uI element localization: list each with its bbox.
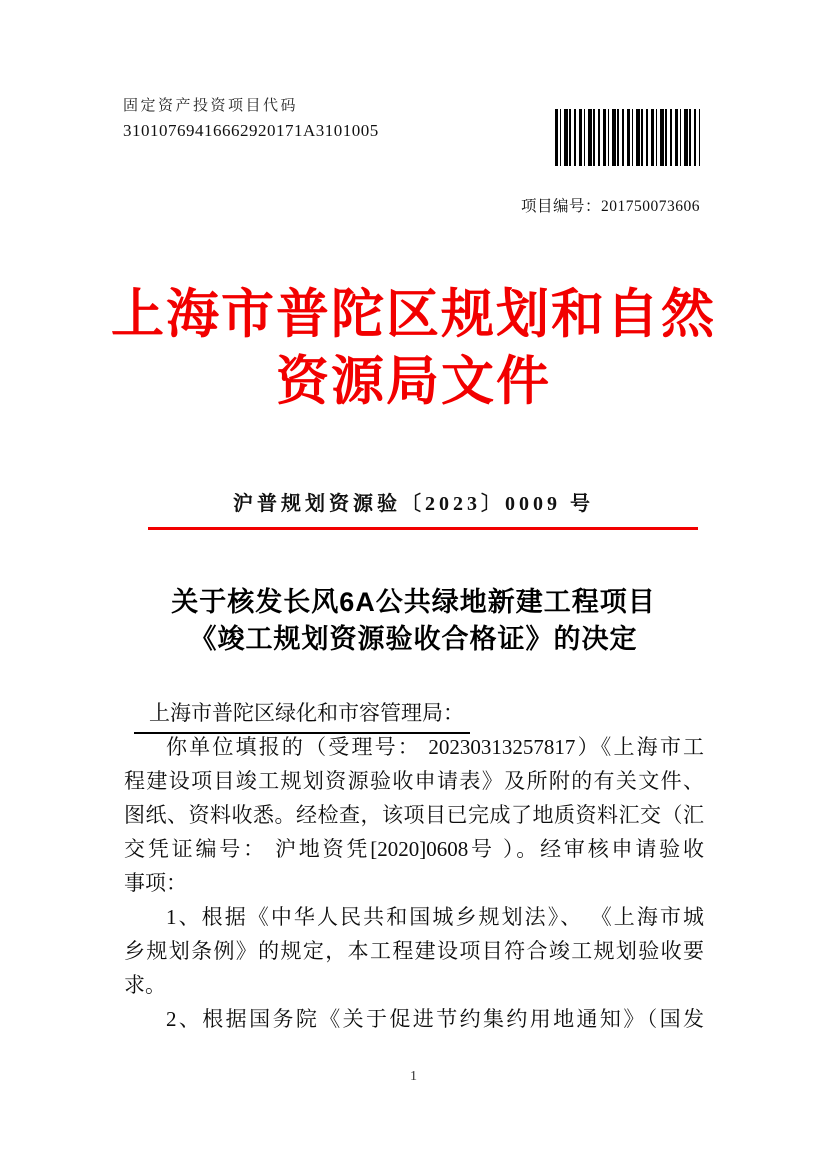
body-line: 你单位填报的（受理号： 20230313257817）《上海市工 xyxy=(166,735,704,759)
document-number: 沪普规划资源验〔2023〕0009 号 xyxy=(233,493,594,515)
project-code-value: 31010769416662920171A3101005 xyxy=(123,121,379,140)
body-line: 1、根据《中华人民共和国城乡规划法》、 《上海市城 xyxy=(166,905,704,929)
agency-title-line1: 上海市普陀区规划和自然 xyxy=(111,286,716,344)
body-paragraphs xyxy=(124,730,704,1036)
page-number: 1 xyxy=(410,1069,417,1084)
body-line: 求。 xyxy=(124,973,166,997)
barcode-image xyxy=(555,109,700,166)
salutation-row xyxy=(124,696,704,730)
agency-masthead xyxy=(0,282,827,416)
body-line: 事项： xyxy=(124,871,187,895)
decision-title-line2: 《竣工规划资源验收合格证》的决定 xyxy=(189,624,638,654)
project-code-label: 固定资产投资项目代码 xyxy=(123,98,299,114)
decision-title xyxy=(0,584,827,658)
decision-title-line1: 关于核发长风6A公共绿地新建工程项目 xyxy=(171,587,656,617)
project-code-block xyxy=(123,94,379,141)
body-line: 2、根据国务院《关于促进节约集约用地通知》（国发 xyxy=(166,1007,704,1031)
project-number xyxy=(521,194,700,216)
body-line: 乡规划条例》的规定，本工程建设项目符合竣工规划验收要 xyxy=(124,939,704,963)
salutation: 上海市普陀区绿化和市容管理局： xyxy=(134,696,470,734)
project-number-value: 201750073606 xyxy=(601,198,700,215)
red-divider-rule xyxy=(148,527,698,530)
body-text xyxy=(124,696,704,1036)
project-number-label: 项目编号： xyxy=(520,198,601,215)
body-line: 图纸、资料收悉。经检查，该项目已完成了地质资料汇交（汇 xyxy=(124,803,704,827)
body-line: 交凭证编号： 沪地资凭[2020]0608号 ）。经审核申请验收 xyxy=(124,837,704,861)
body-line: 程建设项目竣工规划资源验收申请表》及所附的有关文件、 xyxy=(124,769,704,793)
agency-title-line2: 资源局文件 xyxy=(276,353,551,411)
